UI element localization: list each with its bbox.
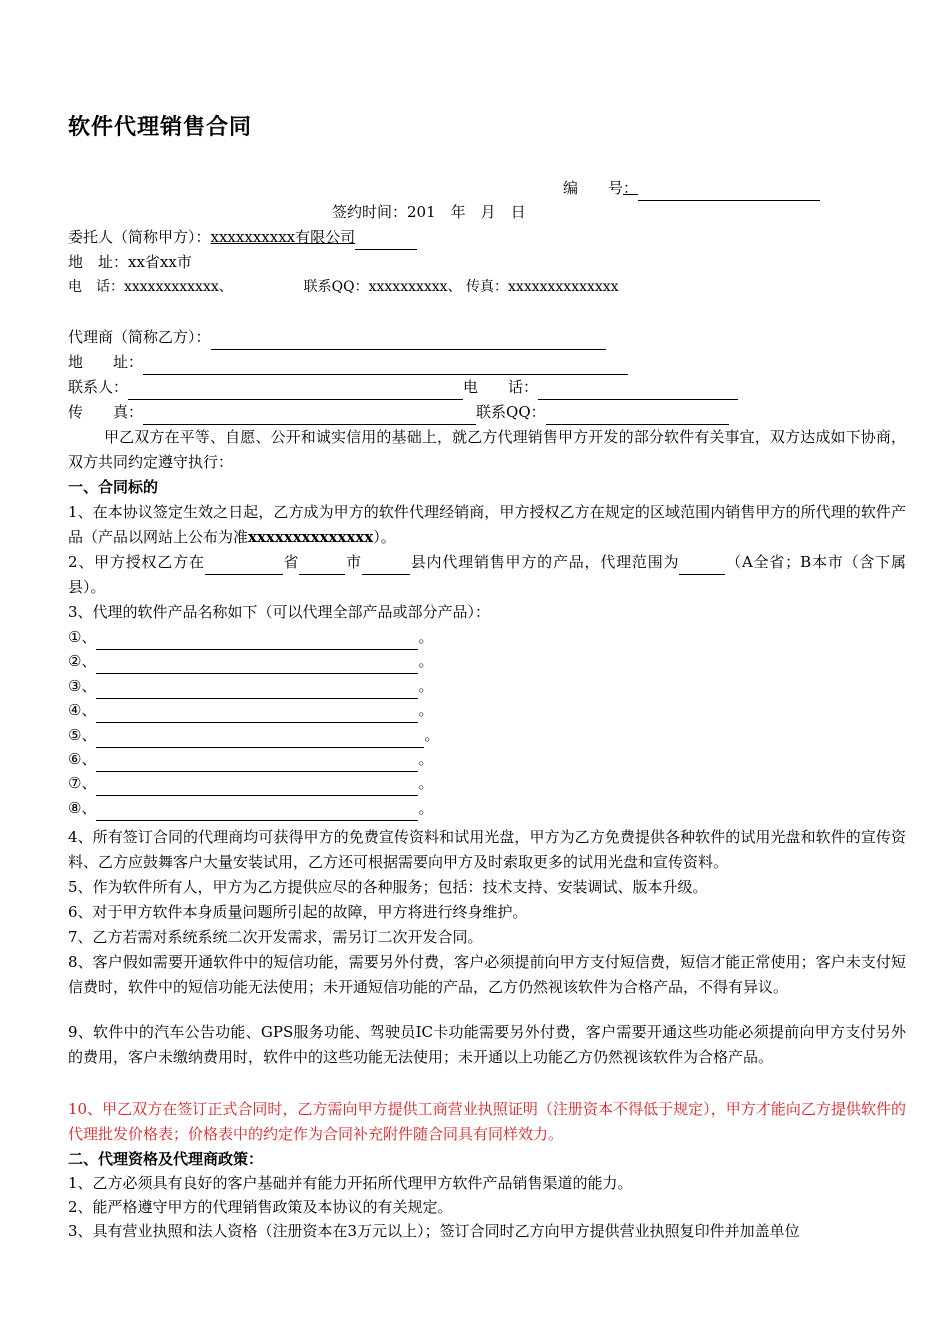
city-blank bbox=[299, 556, 345, 575]
party-b-phone-blank bbox=[538, 381, 738, 400]
product-line-period: 。 bbox=[418, 676, 434, 695]
product-line-number: ②、 bbox=[68, 652, 97, 671]
section2-heading: 二、代理资格及代理商政策： bbox=[68, 1150, 264, 1168]
party-b-phone-label: 电 话： bbox=[463, 378, 539, 396]
preamble: 甲乙双方在平等、自愿、公开和诚实信用的基础上，就乙方代理销售甲方开发的部分软件有关事宜，双方达成如下协商，双方共同约定遵守执行： bbox=[68, 428, 906, 471]
product-line-period: 。 bbox=[418, 652, 434, 671]
document-title: 软件代理销售合同 bbox=[68, 115, 253, 140]
party-a-name: xxxxxxxxxx有限公司 bbox=[210, 228, 356, 246]
product-line-period: 。 bbox=[424, 725, 440, 744]
product-line-number: ⑧、 bbox=[68, 798, 97, 817]
section1-item6: 6、对于甲方软件本身质量问题所引起的故障，甲方将进行终身维护。 bbox=[68, 903, 528, 921]
party-a-fax: 传真：xxxxxxxxxxxxxx bbox=[466, 279, 619, 295]
party-a-contact-row bbox=[68, 275, 619, 300]
scope-blank bbox=[679, 556, 725, 575]
party-a-phone: 电 话：xxxxxxxxxxxx、 bbox=[68, 279, 233, 295]
product-name-blank bbox=[96, 777, 418, 796]
contract-number-label: 编 号 bbox=[563, 179, 624, 197]
product-line-period: 。 bbox=[418, 798, 434, 817]
product-line bbox=[68, 698, 433, 723]
product-line-number: ①、 bbox=[68, 628, 97, 646]
party-b-contact-label: 联系人： bbox=[68, 378, 129, 396]
product-line bbox=[68, 649, 433, 674]
product-name-blank bbox=[96, 680, 418, 699]
product-line-period: 。 bbox=[418, 701, 434, 720]
contract-number-blank bbox=[638, 182, 820, 201]
party-a-qq: 联系QQ：xxxxxxxxxx、 bbox=[303, 279, 462, 295]
section1-item9: 9、软件中的汽车公告功能、GPS服务功能、驾驶员IC卡功能需要另外付费，客户需要开通这些功能必须提前向甲方支付另外的费用，客户未缴纳费用时，软件中的这些功能无法使用；未开通以上功能乙方仍然视该软件为合格产品。 bbox=[68, 1023, 906, 1066]
section1-item8: 8、客户假如需要开通软件中的短信功能，需要另外付费，客户必须提前向甲方支付短信费，短信才能正常使用；客户未支付短信费时，软件中的短信功能无法使用；未开通短信功能的产品，乙方仍然视该软件为合格产品，不得有异议。 bbox=[68, 953, 906, 996]
county-blank bbox=[362, 556, 410, 575]
party-b-address-blank bbox=[143, 356, 628, 375]
item2-text-c: 市 bbox=[345, 553, 362, 571]
section1-heading: 一、合同标的 bbox=[68, 478, 159, 496]
section2-item2: 2、能严格遵守甲方的代理销售政策及本协议的有关规定。 bbox=[68, 1198, 453, 1216]
section2-item3: 3、具有营业执照和法人资格（注册资本在3万元以上）；签订合同时乙方向甲方提供营业执照复印件并加盖单位 bbox=[68, 1222, 800, 1240]
product-name-blank bbox=[96, 729, 424, 748]
product-name-blank bbox=[96, 704, 418, 723]
party-b-qq-blank bbox=[546, 406, 729, 425]
party-b-label: 代理商（简称乙方）： bbox=[68, 328, 211, 346]
section1-item4: 4、所有签订合同的代理商均可获得甲方的免费宣传资料和试用光盘，甲方为乙方免费提供各种软件的试用光盘和软件的宣传资料、乙方应鼓舞客户大量安装试用，乙方还可根据需要向甲方及时索取更多的试用光盘和宣传资料。 bbox=[68, 828, 906, 871]
party-b-fax-row bbox=[68, 400, 729, 425]
section1-item1 bbox=[68, 500, 906, 550]
item2-text-e: （A全省；B本市（含下属县）。 bbox=[68, 553, 906, 596]
section1-item7: 7、乙方若需对系统系统二次开发需求，需另订二次开发合同。 bbox=[68, 928, 483, 946]
party-b-contact-row bbox=[68, 375, 738, 400]
product-line bbox=[68, 747, 433, 772]
product-line bbox=[68, 625, 433, 650]
province-blank bbox=[205, 556, 283, 575]
party-b-name-blank bbox=[211, 331, 606, 350]
product-line-number: ④、 bbox=[68, 701, 97, 720]
party-a-name-blank bbox=[355, 231, 417, 250]
product-line-number: ⑤、 bbox=[68, 725, 97, 744]
product-name-blank bbox=[96, 631, 418, 650]
product-line bbox=[68, 771, 433, 796]
section1-item2 bbox=[68, 550, 906, 600]
product-line bbox=[68, 674, 433, 699]
party-b-qq-label: 联系QQ： bbox=[476, 403, 546, 421]
product-line bbox=[68, 723, 439, 748]
product-line-number: ③、 bbox=[68, 676, 97, 695]
party-b-contact-blank bbox=[128, 381, 463, 400]
party-b-address-row bbox=[68, 350, 628, 375]
party-b-fax-label: 传 真： bbox=[68, 403, 144, 421]
product-line bbox=[68, 796, 433, 821]
item2-text-b: 省 bbox=[282, 553, 300, 571]
product-name-blank bbox=[96, 802, 418, 821]
section1-item3: 3、代理的软件产品名称如下（可以代理全部产品或部分产品）： bbox=[68, 603, 491, 621]
party-a-label: 委托人（简称甲方）： bbox=[68, 228, 211, 246]
section1-item10: 10、甲乙双方在签订正式合同时，乙方需向甲方提供工商营业执照证明（注册资本不得低于规定），甲方才能向乙方提供软件的代理批发价格表；价格表中的约定作为合同补充附件随合同具有同样效力。 bbox=[68, 1100, 906, 1143]
sign-time: 签约时间：201 年 月 日 bbox=[332, 203, 526, 221]
party-a-address: 地 址：xx省xx市 bbox=[68, 253, 192, 271]
product-line-period: 。 bbox=[418, 774, 434, 793]
product-line-period: 。 bbox=[418, 750, 434, 768]
contract-number-row: 编 号： bbox=[563, 176, 820, 201]
section2-item1: 1、乙方必须具有良好的客户基础并有能力开拓所代理甲方软件产品销售渠道的能力。 bbox=[68, 1174, 633, 1192]
party-a-name-row bbox=[68, 225, 417, 250]
section1-item1-end: ）。 bbox=[373, 528, 396, 546]
section1-item5: 5、作为软件所有人，甲方为乙方提供应尽的各种服务；包括：技术支持、安装调试、版本升级。 bbox=[68, 878, 708, 896]
item2-text-a: 2、甲方授权乙方在 bbox=[68, 553, 205, 571]
item2-text-d: 县内代理销售甲方的产品，代理范围为 bbox=[409, 553, 680, 571]
product-name-blank bbox=[96, 753, 418, 772]
product-line-period: 。 bbox=[418, 628, 434, 646]
party-b-address-label: 地 址： bbox=[68, 353, 144, 371]
product-name-blank bbox=[96, 655, 418, 674]
party-b-fax-blank bbox=[143, 406, 476, 425]
section1-item1-website: xxxxxxxxxxxxxx bbox=[248, 528, 374, 546]
party-b-name-row bbox=[68, 325, 606, 350]
product-line-number: ⑥、 bbox=[68, 750, 97, 768]
section1-item1-text: 1、在本协议签定生效之日起，乙方成为甲方的软件代理经销商，甲方授权乙方在规定的区域范围内销售甲方的所代理的软件产品（产品以网站上公布为准 bbox=[68, 503, 906, 546]
product-line-number: ⑦、 bbox=[68, 774, 97, 793]
